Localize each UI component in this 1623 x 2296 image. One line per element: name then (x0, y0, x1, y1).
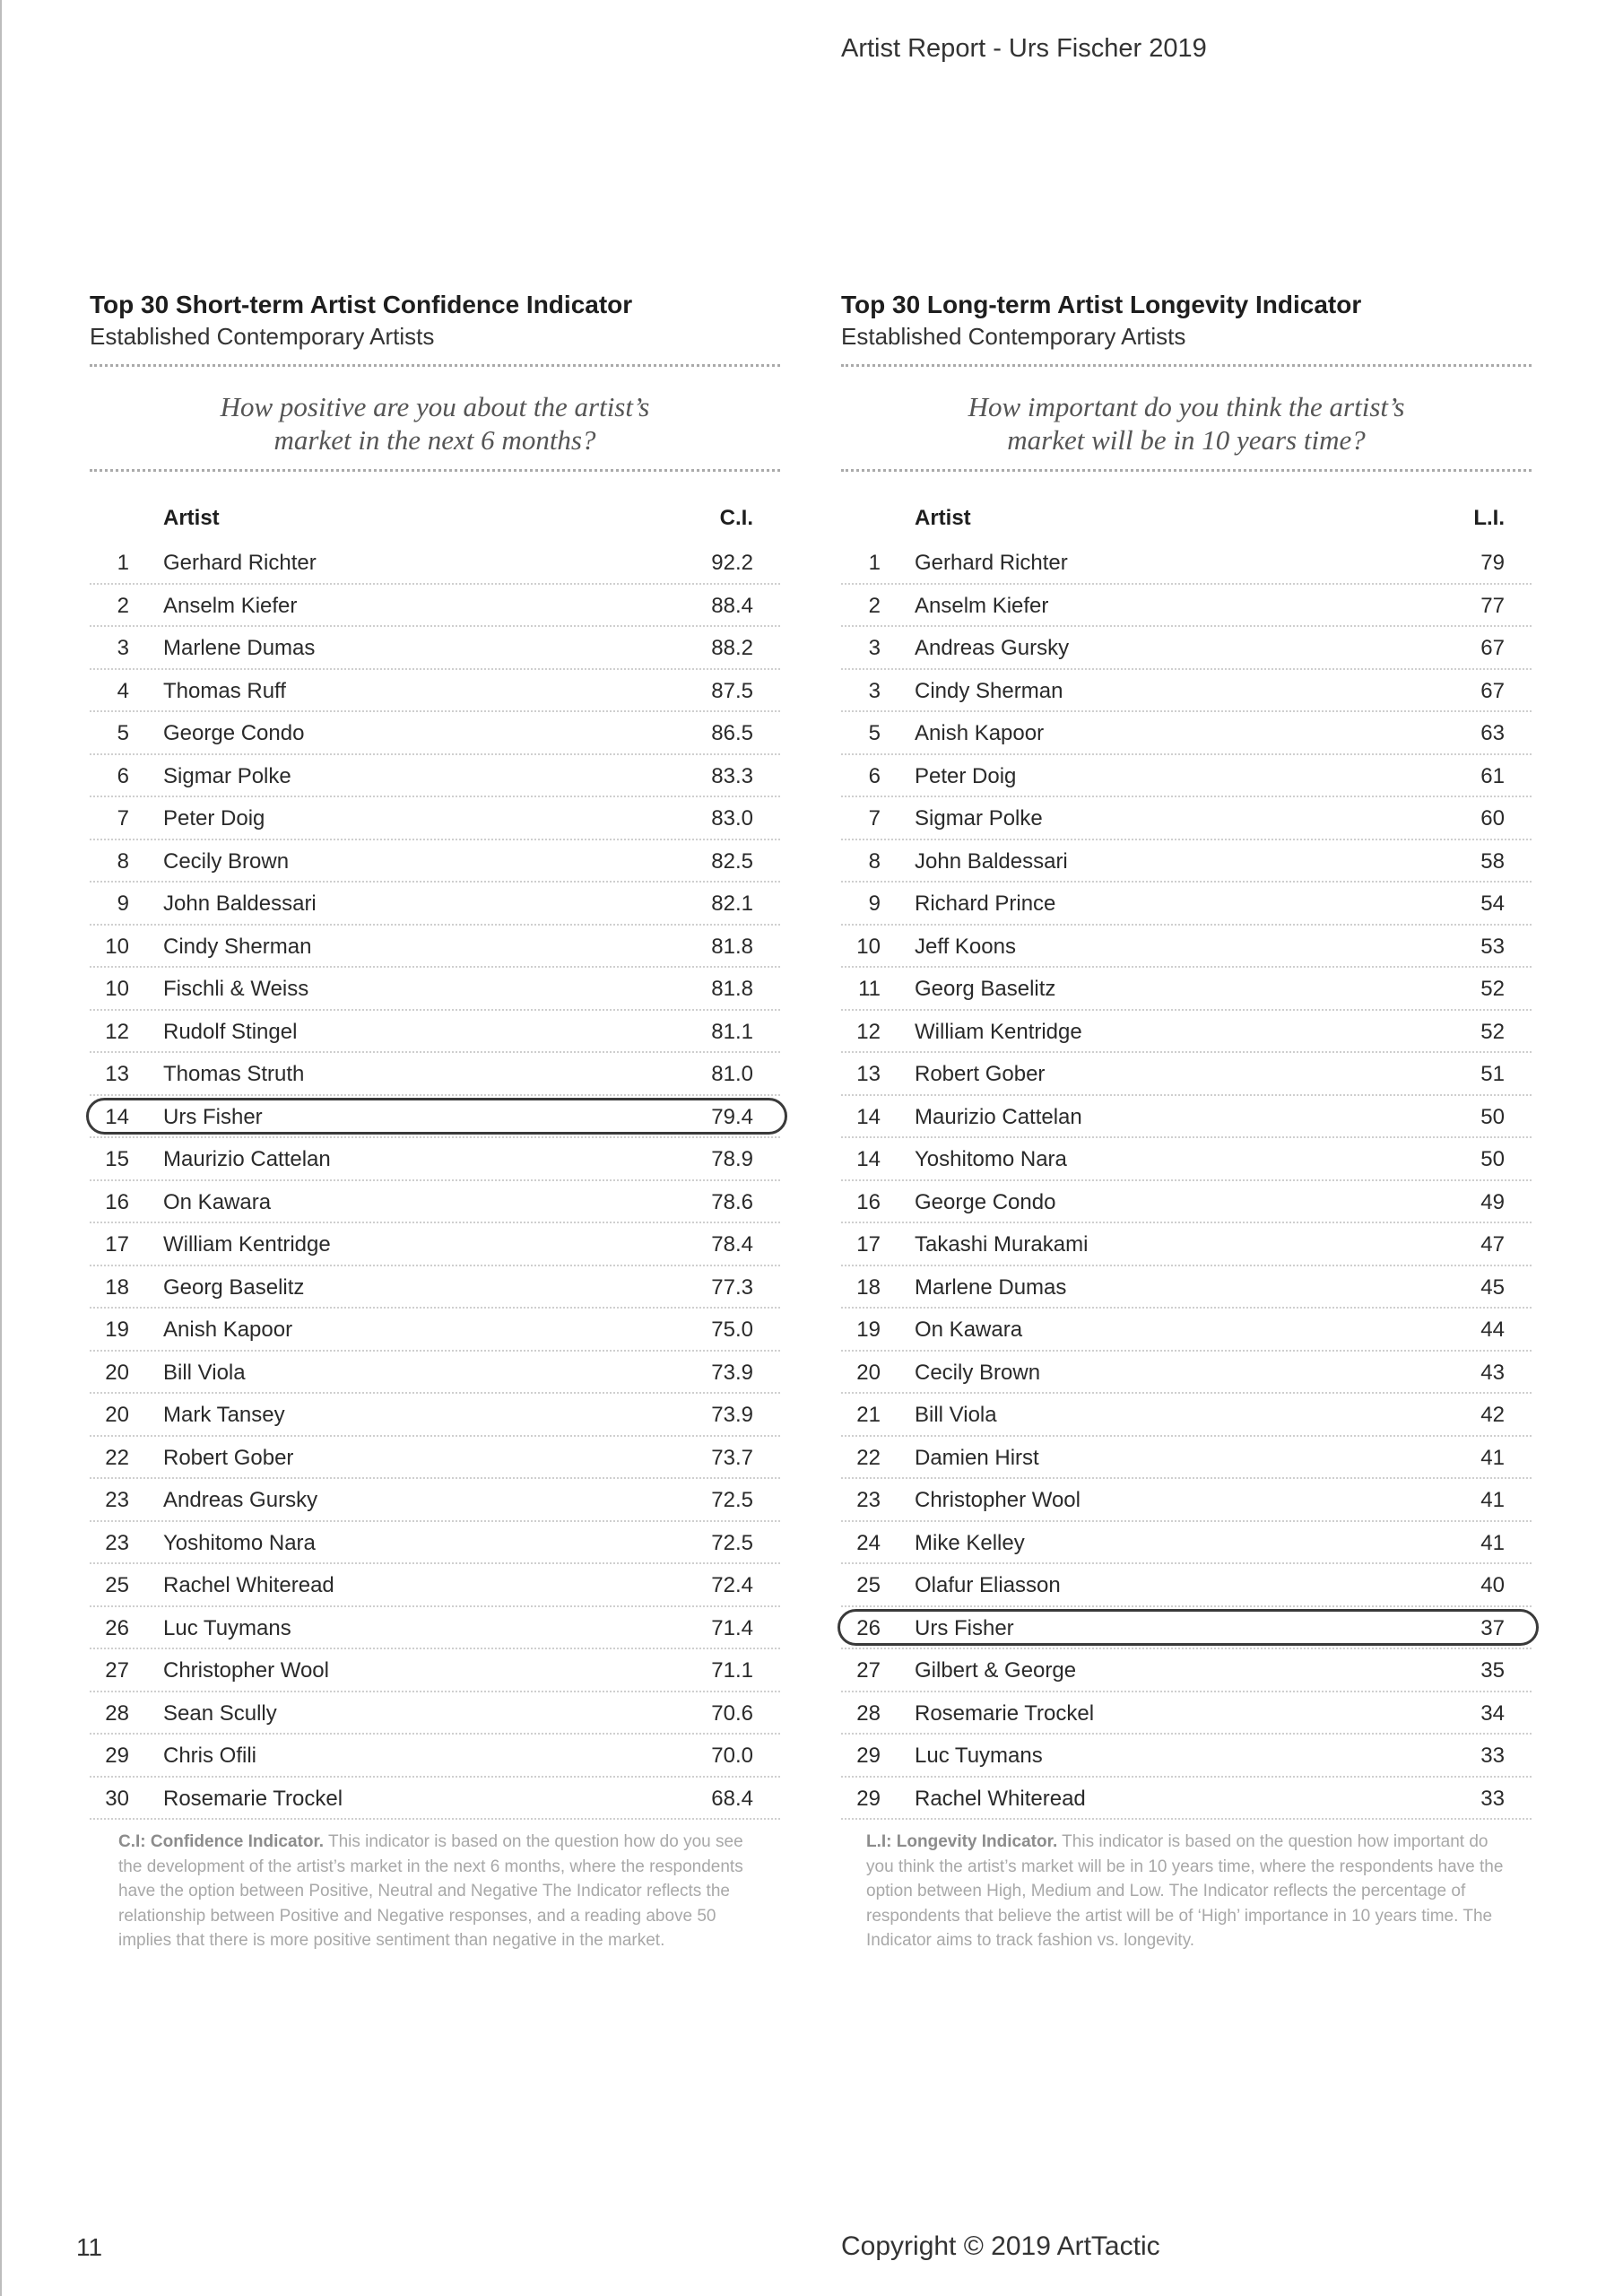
question-line: market in the next 6 months? (273, 424, 596, 456)
value-cell: 77.3 (711, 1274, 753, 1300)
rank-cell: 3 (868, 678, 881, 703)
artist-cell: Thomas Struth (163, 1062, 305, 1086)
rank-cell: 4 (117, 678, 129, 703)
artist-cell: Mike Kelley (915, 1530, 1025, 1555)
artist-cell: Anselm Kiefer (915, 593, 1049, 618)
rank-cell: 30 (105, 1786, 129, 1811)
table-row (90, 883, 780, 926)
artist-cell: George Condo (915, 1189, 1056, 1214)
value-cell: 83.3 (711, 763, 753, 788)
value-cell: 88.4 (711, 593, 753, 618)
table-row (841, 1522, 1532, 1565)
value-cell: 61 (1480, 763, 1505, 788)
artist-cell: Rachel Whiteread (915, 1786, 1086, 1811)
value-cell: 88.2 (711, 636, 753, 660)
table-row (841, 627, 1532, 670)
table-row (841, 1649, 1532, 1692)
artist-cell: Maurizio Cattelan (163, 1147, 331, 1171)
rank-cell: 5 (868, 721, 881, 745)
rank-cell: 20 (856, 1360, 881, 1385)
longevity-indicator-panel (841, 289, 1532, 1820)
value-cell: 71.4 (711, 1615, 753, 1640)
footnote-text: This indicator is based on the question how do you see the development of the artist’s market in the next 6 months, where the respondents have the option between Positive, Neutral and Negative The Indicator reflects the relationship between Positive and Negative responses, and a reading above 50 implies that there is more positive sentiment than negative in the market. (118, 1832, 743, 1950)
table-row (841, 926, 1532, 969)
question-line: How positive are you about the artist’s (220, 391, 650, 422)
value-cell: 79 (1480, 551, 1505, 575)
longevity-table-body (841, 542, 1532, 1820)
table-row (841, 968, 1532, 1011)
rank-cell: 13 (856, 1062, 881, 1086)
table-row (90, 1053, 780, 1096)
table-row (841, 585, 1532, 628)
rank-cell: 12 (856, 1019, 881, 1044)
value-cell: 53 (1480, 934, 1505, 959)
value-cell: 41 (1480, 1445, 1505, 1470)
artist-cell: Marlene Dumas (163, 636, 316, 660)
survey-question (90, 390, 780, 469)
page-edge (0, 0, 2, 2296)
rank-cell: 13 (105, 1062, 129, 1086)
value-cell: 34 (1480, 1700, 1505, 1726)
rank-cell: 26 (856, 1615, 881, 1640)
value-cell: 44 (1480, 1318, 1505, 1342)
confidence-indicator-panel (90, 289, 780, 1820)
artist-cell: Gilbert & George (915, 1658, 1077, 1683)
table-row (90, 1479, 780, 1522)
artist-cell: Anish Kapoor (163, 1318, 293, 1342)
artist-cell: Yoshitomo Nara (163, 1530, 316, 1555)
value-cell: 72.5 (711, 1488, 753, 1512)
rank-cell: 27 (105, 1658, 129, 1683)
rank-cell: 7 (868, 806, 881, 831)
value-cell: 87.5 (711, 678, 753, 703)
confidence-footnote (118, 1830, 764, 1953)
rank-cell: 9 (868, 891, 881, 916)
rank-cell: 17 (856, 1232, 881, 1257)
value-cell: 83.0 (711, 806, 753, 831)
value-cell: 70.0 (711, 1744, 753, 1768)
table-row (841, 840, 1532, 883)
rank-cell: 5 (117, 721, 129, 745)
table-row (841, 1394, 1532, 1437)
table-row (90, 1223, 780, 1266)
table-row (841, 1692, 1532, 1735)
value-cell: 63 (1480, 721, 1505, 745)
value-cell: 49 (1480, 1189, 1505, 1214)
rank-cell: 27 (856, 1658, 881, 1683)
table-header (90, 497, 780, 542)
value-cell: 60 (1480, 806, 1505, 831)
column-header-artist: Artist (163, 506, 220, 530)
rank-cell: 19 (105, 1318, 129, 1342)
value-cell: 73.9 (711, 1403, 753, 1427)
artist-cell: Cindy Sherman (163, 934, 312, 959)
table-row-highlighted (90, 1096, 780, 1139)
artist-cell: Rachel Whiteread (163, 1573, 334, 1597)
table-row (841, 1352, 1532, 1395)
rank-cell: 10 (105, 977, 129, 1001)
artist-cell: William Kentridge (915, 1019, 1082, 1044)
rank-cell: 24 (856, 1530, 881, 1555)
rank-cell: 17 (105, 1232, 129, 1257)
table-header (841, 497, 1532, 542)
table-row (90, 1607, 780, 1650)
table-row (841, 1053, 1532, 1096)
artist-cell: John Baldessari (163, 891, 317, 916)
question-line: market will be in 10 years time? (1007, 424, 1366, 456)
value-cell: 78.6 (711, 1189, 753, 1214)
artist-cell: Sean Scully (163, 1700, 277, 1726)
value-cell: 75.0 (711, 1318, 753, 1342)
table-row (841, 1096, 1532, 1139)
value-cell: 67 (1480, 678, 1505, 703)
table-row (90, 1778, 780, 1821)
table-row (90, 1522, 780, 1565)
artist-cell: Gerhard Richter (915, 551, 1068, 575)
artist-cell: Mark Tansey (163, 1403, 285, 1427)
artist-cell: Georg Baselitz (915, 977, 1056, 1001)
value-cell: 45 (1480, 1274, 1505, 1300)
dotted-divider (841, 469, 1532, 472)
rank-cell: 10 (856, 934, 881, 959)
longevity-footnote (866, 1830, 1512, 1953)
rank-cell: 22 (105, 1445, 129, 1470)
artist-cell: Peter Doig (163, 806, 265, 831)
rank-cell: 22 (856, 1445, 881, 1470)
table-row (841, 542, 1532, 585)
table-row (841, 755, 1532, 798)
rank-cell: 3 (117, 636, 129, 660)
artist-cell: Richard Prince (915, 891, 1056, 916)
artist-cell: Cindy Sherman (915, 678, 1063, 703)
table-row (90, 1011, 780, 1054)
value-cell: 92.2 (711, 551, 753, 575)
rank-cell: 8 (117, 848, 129, 874)
artist-cell: On Kawara (915, 1318, 1023, 1342)
table-row (90, 670, 780, 713)
value-cell: 72.5 (711, 1530, 753, 1555)
value-cell: 82.1 (711, 891, 753, 916)
artist-cell: Bill Viola (163, 1360, 246, 1385)
artist-cell: On Kawara (163, 1189, 272, 1214)
artist-cell: Christopher Wool (163, 1658, 329, 1683)
rank-cell: 1 (117, 551, 129, 575)
footnote-term: L.I: Longevity Indicator. (866, 1832, 1058, 1851)
artist-cell: Luc Tuymans (915, 1744, 1043, 1768)
value-cell: 72.4 (711, 1573, 753, 1597)
value-cell: 33 (1480, 1786, 1505, 1811)
value-cell: 41 (1480, 1530, 1505, 1555)
value-cell: 52 (1480, 977, 1505, 1001)
table-row (841, 1266, 1532, 1309)
footnote-text: This indicator is based on the question how important do you think the artist’s market will be in 10 years time, where the respondents have the option between High, Medium and Low. The Indicator reflects the percentage of respondents that believe the artist will be of ‘High’ importance in 10 years time. The Indicator aims to track fashion vs. longevity. (866, 1832, 1504, 1950)
artist-cell: Sigmar Polke (163, 763, 291, 788)
table-row (90, 627, 780, 670)
value-cell: 78.9 (711, 1147, 753, 1171)
value-cell: 58 (1480, 848, 1505, 874)
value-cell: 78.4 (711, 1232, 753, 1257)
artist-cell: Andreas Gursky (915, 636, 1070, 660)
rank-cell: 16 (105, 1189, 129, 1214)
artist-cell: Georg Baselitz (163, 1274, 305, 1300)
artist-cell: Cecily Brown (915, 1360, 1041, 1385)
table-row (841, 1564, 1532, 1607)
rank-cell: 2 (868, 593, 881, 618)
value-cell: 81.8 (711, 977, 753, 1001)
value-cell: 47 (1480, 1232, 1505, 1257)
value-cell: 50 (1480, 1147, 1505, 1171)
value-cell: 54 (1480, 891, 1505, 916)
value-cell: 33 (1480, 1744, 1505, 1768)
table-row (841, 1437, 1532, 1480)
rank-cell: 29 (856, 1744, 881, 1768)
rank-cell: 11 (858, 977, 881, 1001)
table-row (90, 585, 780, 628)
table-row (841, 670, 1532, 713)
rank-cell: 6 (117, 763, 129, 788)
artist-cell: Urs Fisher (915, 1615, 1014, 1640)
rank-cell: 6 (868, 763, 881, 788)
value-cell: 42 (1480, 1403, 1505, 1427)
rank-cell: 29 (856, 1786, 881, 1811)
value-cell: 70.6 (711, 1700, 753, 1726)
value-cell: 81.8 (711, 934, 753, 959)
value-cell: 52 (1480, 1019, 1505, 1044)
column-header-ci: C.I. (719, 506, 753, 530)
survey-question (841, 390, 1532, 469)
table-row (90, 1735, 780, 1778)
panel-subtitle: Established Contemporary Artists (841, 323, 1186, 350)
value-cell: 81.1 (711, 1019, 753, 1044)
dotted-divider (841, 364, 1532, 367)
rank-cell: 26 (105, 1615, 129, 1640)
artist-cell: Gerhard Richter (163, 551, 317, 575)
artist-cell: Rudolf Stingel (163, 1019, 298, 1044)
rank-cell: 14 (105, 1104, 129, 1129)
rank-cell: 15 (105, 1147, 129, 1171)
table-row (90, 1266, 780, 1309)
artist-cell: Peter Doig (915, 763, 1017, 788)
table-row (841, 1223, 1532, 1266)
rank-cell: 29 (105, 1744, 129, 1768)
value-cell: 67 (1480, 636, 1505, 660)
value-cell: 37 (1480, 1615, 1505, 1640)
table-row (841, 1181, 1532, 1224)
column-header-artist: Artist (915, 506, 971, 530)
value-cell: 81.0 (711, 1062, 753, 1086)
question-line: How important do you think the artist’s (968, 391, 1405, 422)
artist-cell: Rosemarie Trockel (915, 1700, 1095, 1726)
table-row (841, 1011, 1532, 1054)
artist-cell: Anselm Kiefer (163, 593, 298, 618)
value-cell: 35 (1480, 1658, 1505, 1683)
rank-cell: 23 (105, 1488, 129, 1512)
table-row (90, 840, 780, 883)
value-cell: 82.5 (711, 848, 753, 874)
rank-cell: 8 (868, 848, 881, 874)
table-row (90, 542, 780, 585)
rank-cell: 20 (105, 1360, 129, 1385)
table-row (841, 883, 1532, 926)
table-row (841, 1138, 1532, 1181)
dotted-divider (90, 469, 780, 472)
value-cell: 77 (1480, 593, 1505, 618)
confidence-table-body (90, 542, 780, 1820)
footnote-term: C.I: Confidence Indicator. (118, 1832, 325, 1851)
table-row (90, 1181, 780, 1224)
panel-title: Top 30 Long-term Artist Longevity Indicator (841, 291, 1362, 318)
rank-cell: 9 (117, 891, 129, 916)
artist-cell: Chris Ofili (163, 1744, 257, 1768)
rank-cell: 18 (105, 1274, 129, 1300)
artist-cell: Takashi Murakami (915, 1232, 1089, 1257)
rank-cell: 25 (856, 1573, 881, 1597)
rank-cell: 14 (856, 1147, 881, 1171)
rank-cell: 3 (868, 636, 881, 660)
artist-cell: Rosemarie Trockel (163, 1786, 343, 1811)
panel-subtitle: Established Contemporary Artists (90, 323, 435, 350)
rank-cell: 20 (105, 1403, 129, 1427)
table-row (841, 1778, 1532, 1821)
page-number: 11 (76, 2233, 103, 2261)
table-row (90, 712, 780, 755)
rank-cell: 19 (856, 1318, 881, 1342)
artist-cell: Maurizio Cattelan (915, 1104, 1082, 1129)
artist-cell: Yoshitomo Nara (915, 1147, 1067, 1171)
table-row (90, 968, 780, 1011)
rank-cell: 21 (856, 1403, 881, 1427)
table-row (90, 1692, 780, 1735)
table-row (841, 1479, 1532, 1522)
artist-cell: Thomas Ruff (163, 678, 286, 703)
artist-cell: William Kentridge (163, 1232, 331, 1257)
artist-cell: Fischli & Weiss (163, 977, 309, 1001)
value-cell: 68.4 (711, 1786, 753, 1811)
artist-cell: Olafur Eliasson (915, 1573, 1061, 1597)
copyright: Copyright © 2019 ArtTactic (841, 2231, 1160, 2261)
artist-cell: Andreas Gursky (163, 1488, 318, 1512)
value-cell: 51 (1480, 1062, 1505, 1086)
value-cell: 50 (1480, 1104, 1505, 1129)
rank-cell: 18 (856, 1274, 881, 1300)
table-row-highlighted (841, 1607, 1532, 1650)
rank-cell: 12 (105, 1019, 129, 1044)
rank-cell: 28 (856, 1700, 881, 1726)
table-row (841, 1735, 1532, 1778)
rank-cell: 16 (856, 1189, 881, 1214)
value-cell: 40 (1480, 1573, 1505, 1597)
table-row (841, 797, 1532, 840)
artist-cell: Christopher Wool (915, 1488, 1081, 1512)
artist-cell: Marlene Dumas (915, 1274, 1067, 1300)
rank-cell: 10 (105, 934, 129, 959)
value-cell: 43 (1480, 1360, 1505, 1385)
rank-cell: 7 (117, 806, 129, 831)
rank-cell: 25 (105, 1573, 129, 1597)
artist-cell: Robert Gober (915, 1062, 1046, 1086)
artist-cell: Cecily Brown (163, 848, 290, 874)
table-row (90, 1437, 780, 1480)
value-cell: 71.1 (711, 1658, 753, 1683)
table-row (90, 755, 780, 798)
panel-title: Top 30 Short-term Artist Confidence Indicator (90, 291, 633, 318)
value-cell: 73.7 (711, 1445, 753, 1470)
rank-cell: 14 (856, 1104, 881, 1129)
artist-cell: Urs Fisher (163, 1104, 263, 1129)
value-cell: 79.4 (711, 1104, 753, 1129)
value-cell: 86.5 (711, 721, 753, 745)
rank-cell: 23 (105, 1530, 129, 1555)
artist-cell: Jeff Koons (915, 934, 1016, 959)
page-header: Artist Report - Urs Fischer 2019 (841, 34, 1207, 63)
artist-cell: Sigmar Polke (915, 806, 1043, 831)
column-header-li: L.I. (1473, 506, 1505, 530)
table-row (90, 1649, 780, 1692)
table-row (90, 1352, 780, 1395)
artist-cell: Bill Viola (915, 1403, 997, 1427)
rank-cell: 23 (856, 1488, 881, 1512)
table-row (90, 1138, 780, 1181)
table-row (841, 712, 1532, 755)
table-row (90, 1394, 780, 1437)
value-cell: 41 (1480, 1488, 1505, 1512)
table-row (90, 797, 780, 840)
value-cell: 73.9 (711, 1360, 753, 1385)
rank-cell: 2 (117, 593, 129, 618)
artist-cell: John Baldessari (915, 848, 1068, 874)
dotted-divider (90, 364, 780, 367)
artist-cell: Robert Gober (163, 1445, 294, 1470)
artist-cell: Damien Hirst (915, 1445, 1039, 1470)
rank-cell: 1 (868, 551, 881, 575)
rank-cell: 28 (105, 1700, 129, 1726)
table-row (90, 1564, 780, 1607)
table-row (841, 1309, 1532, 1352)
table-row (90, 926, 780, 969)
artist-cell: George Condo (163, 721, 305, 745)
artist-cell: Luc Tuymans (163, 1615, 291, 1640)
artist-cell: Anish Kapoor (915, 721, 1045, 745)
table-row (90, 1309, 780, 1352)
